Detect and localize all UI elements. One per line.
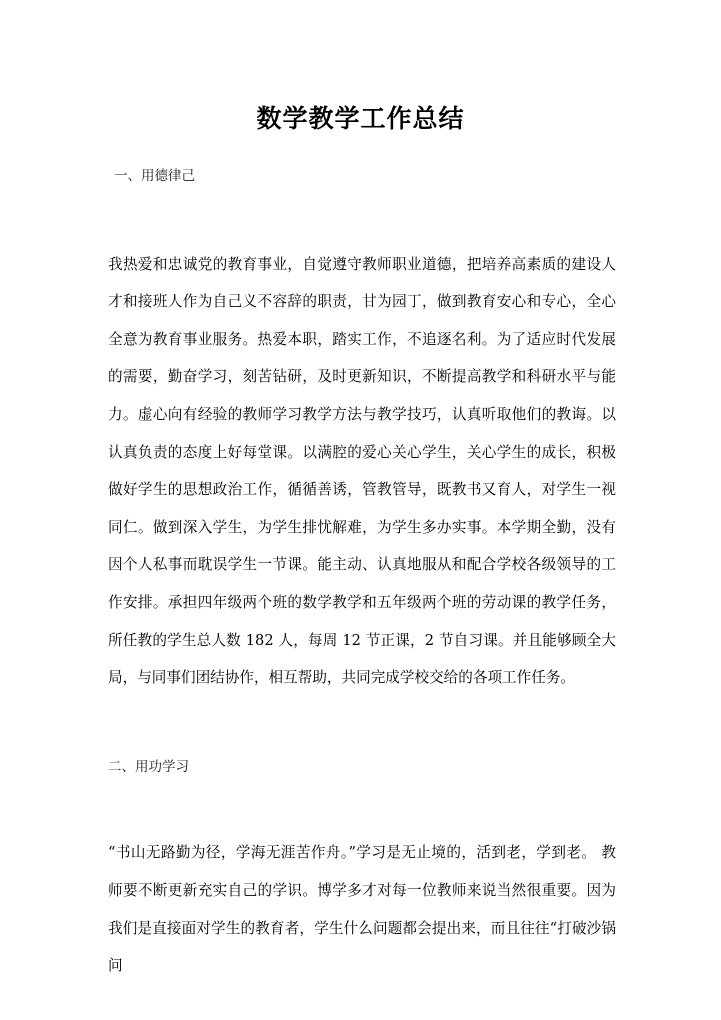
- section-gap-spacer: [108, 697, 616, 757]
- heading-body-spacer-2: [108, 778, 616, 834]
- document-body: [108, 166, 616, 985]
- section-paragraph-1: 我热爱和忠诚党的教育事业，自觉遵守教师职业道德，把培养高素质的建设人才和接班人作为自己义不容辞的职责，甘为园丁，做到教育安心和专心，全心全意为教育事业服务。热爱本职，踏实工作，不追逐名利。为了适应时代发展的需要，勤奋学习，刻苦钻研，及时更新知识，不断提高教学和科研水平与能力。虚心向有经验的教师学习教学方法与教学技巧，认真听取他们的教诲。以认真负责的态度上好每堂课。以满腔的爱心关心学生，关心学生的成长，积极做好学生的思想政治工作，循循善诱，管教管导，既教书又育人，对学生一视同仁。做到深入学生，为学生排忧解难，为学生多办实事。本学期全勤，没有因个人私事而耽误学生一节课。能主动、认真地服从和配合学校各级领导的工作安排。承担四年级两个班的数学教学和五年级两个班的劳动课的教学任务，所任教的学生总人数 182 人，每周 12 节正课，2 节自习课。并且能够顾全大局，与同事们团结协作，相互帮助，共同完成学校交给的各项工作任务。: [108, 255, 616, 687]
- section-paragraph-2: “书山无路勤为径，学海无涯苦作舟。”学习是无止境的，活到老，学到老。 教师要不断更新充实自己的学识。博学多才对每一位教师来说当然很重要。因为我们是直接面对学生的教育者，学生什么问题都会提出来，而且往往“打破沙锅问: [108, 844, 616, 975]
- section-heading-1: 一、用德律己: [114, 168, 195, 184]
- heading-body-spacer-1: [108, 188, 616, 246]
- section-heading-2: 二、用功学习: [108, 758, 189, 775]
- page-title: 数学教学工作总结: [256, 103, 465, 133]
